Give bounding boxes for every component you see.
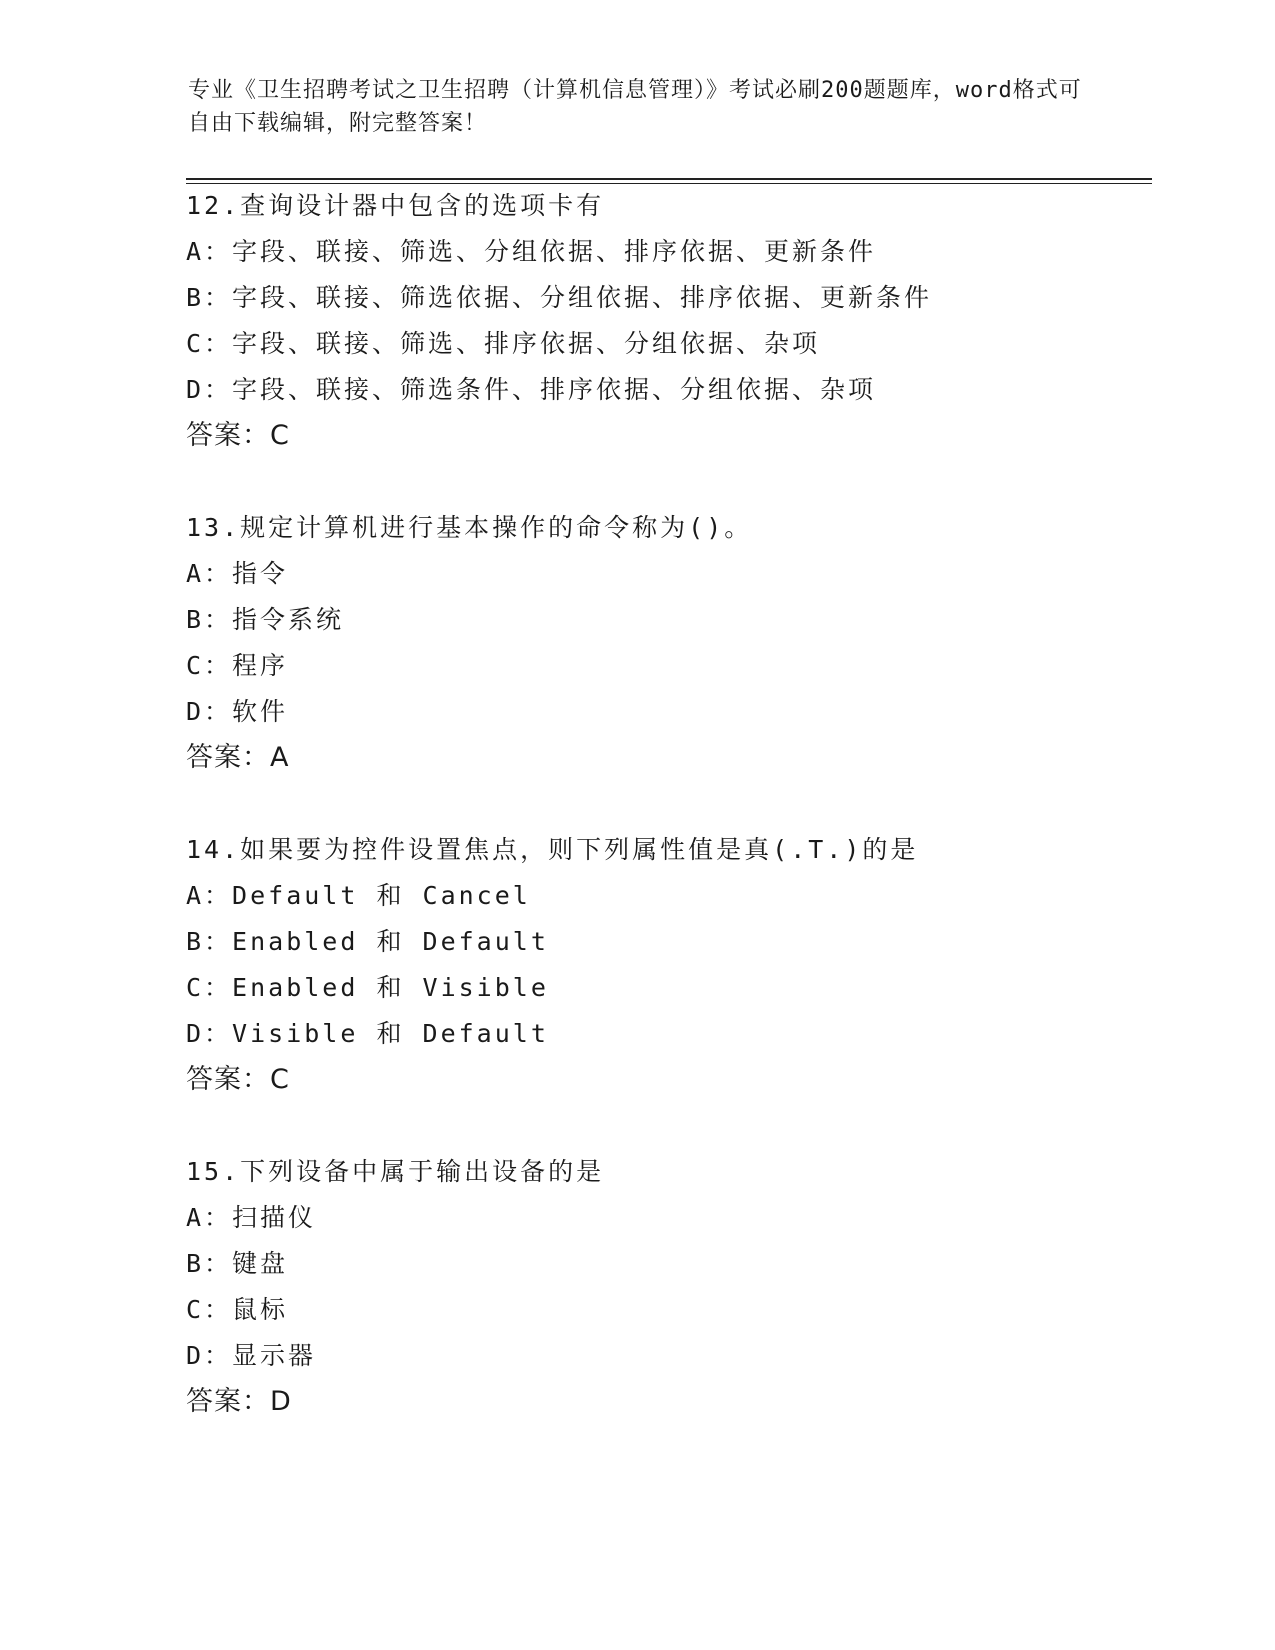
option-a: A：Default 和 Cancel xyxy=(186,881,531,910)
answer-label: 答案：D xyxy=(186,1386,292,1417)
option-b: B：字段、联接、筛选依据、分组依据、排序依据、更新条件 xyxy=(186,283,933,312)
option-c: C：字段、联接、筛选、排序依据、分组依据、杂项 xyxy=(186,329,821,358)
option-a: A：字段、联接、筛选、分组依据、排序依据、更新条件 xyxy=(186,237,877,266)
option-b: B：键盘 xyxy=(186,1249,289,1278)
question-15 xyxy=(186,1149,1166,1425)
option-a: A：指令 xyxy=(186,559,289,588)
question-12 xyxy=(186,183,1166,459)
header-divider-thick xyxy=(186,178,1152,180)
answer-label: 答案：C xyxy=(186,420,290,451)
option-b: B：Enabled 和 Default xyxy=(186,927,549,956)
option-d: D：字段、联接、筛选条件、排序依据、分组依据、杂项 xyxy=(186,375,877,404)
option-d: D：软件 xyxy=(186,697,289,726)
answer-label: 答案：A xyxy=(186,742,290,773)
option-d: D：Visible 和 Default xyxy=(186,1019,549,1048)
question-stem: 15.下列设备中属于输出设备的是 xyxy=(186,1157,605,1186)
question-stem: 13.规定计算机进行基本操作的命令称为()。 xyxy=(186,513,753,542)
option-c: C：程序 xyxy=(186,651,289,680)
question-14 xyxy=(186,827,1166,1103)
option-c: C：Enabled 和 Visible xyxy=(186,973,549,1002)
option-b: B：指令系统 xyxy=(186,605,345,634)
question-stem: 12.查询设计器中包含的选项卡有 xyxy=(186,191,605,220)
option-d: D：显示器 xyxy=(186,1341,317,1370)
option-c: C：鼠标 xyxy=(186,1295,289,1324)
question-13 xyxy=(186,505,1166,781)
option-a: A：扫描仪 xyxy=(186,1203,317,1232)
document-header: 专业《卫生招聘考试之卫生招聘（计算机信息管理）》考试必刷200题题库，word格式可自由下载编辑，附完整答案！ xyxy=(188,78,1082,136)
question-stem: 14.如果要为控件设置焦点，则下列属性值是真(.T.)的是 xyxy=(186,835,919,864)
answer-label: 答案：C xyxy=(186,1064,290,1095)
